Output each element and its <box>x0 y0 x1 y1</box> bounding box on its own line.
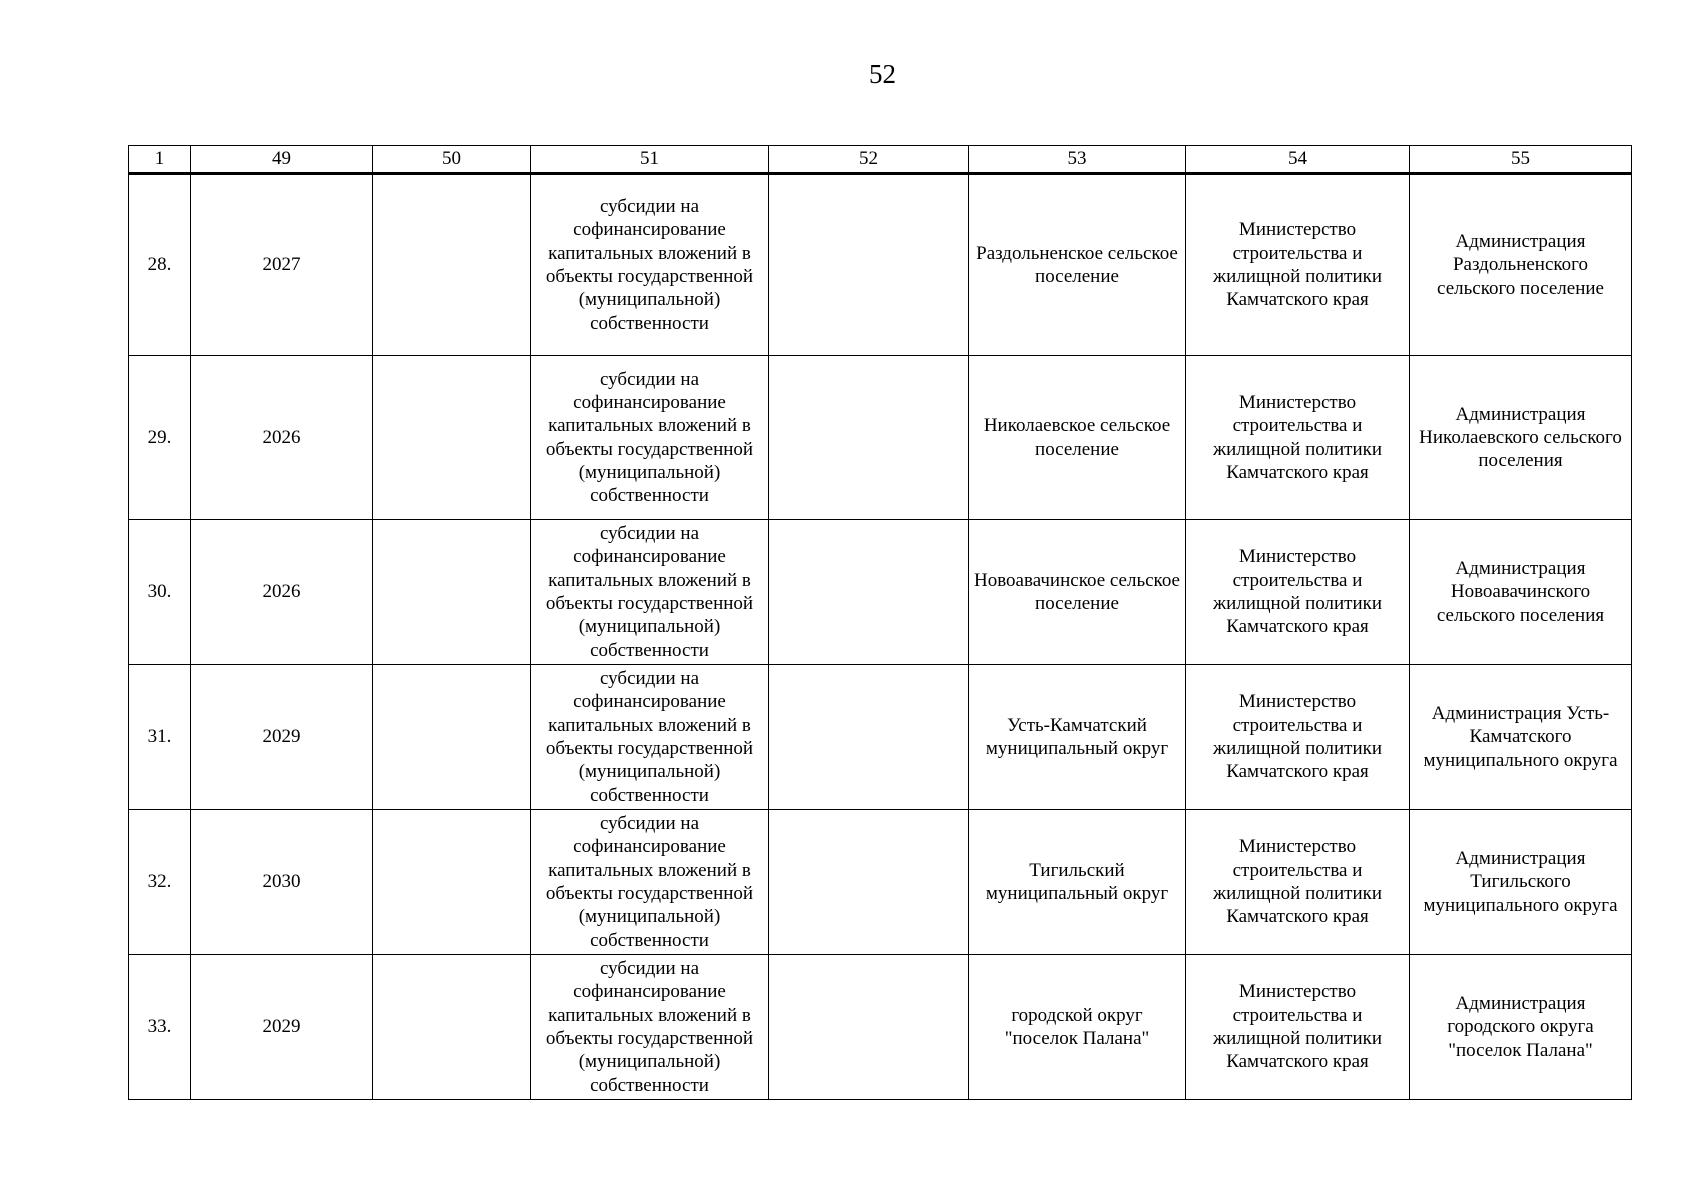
recipient-cell: Тигильский муниципальный округ <box>969 810 1186 955</box>
column-header: 50 <box>373 146 531 174</box>
ministry-cell: Министерство строительства и жилищной политики Камчатского края <box>1186 520 1410 665</box>
empty-cell <box>373 356 531 520</box>
administration-cell: Администрация Усть-Камчатского муниципального округа <box>1410 665 1632 810</box>
table-header <box>129 146 1632 174</box>
subsidy-type-cell: субсидии на софинансирование капитальных вложений в объекты государственной (муниципальной) собственности <box>531 174 769 356</box>
header-row <box>129 146 1632 174</box>
column-header: 53 <box>969 146 1186 174</box>
table-row <box>129 520 1632 665</box>
empty-cell <box>769 955 969 1100</box>
recipient-cell: Новоавачинское сельское поселение <box>969 520 1186 665</box>
year-cell: 2029 <box>191 955 373 1100</box>
data-table <box>128 145 1632 1100</box>
table-row <box>129 174 1632 356</box>
empty-cell <box>373 810 531 955</box>
ministry-cell: Министерство строительства и жилищной политики Камчатского края <box>1186 174 1410 356</box>
subsidy-type-cell: субсидии на софинансирование капитальных вложений в объекты государственной (муниципальной) собственности <box>531 520 769 665</box>
empty-cell <box>769 174 969 356</box>
empty-cell <box>373 174 531 356</box>
table-row <box>129 810 1632 955</box>
row-number-cell: 31. <box>129 665 191 810</box>
row-number-cell: 33. <box>129 955 191 1100</box>
page-number: 52 <box>869 59 896 89</box>
table-row <box>129 665 1632 810</box>
subsidy-type-cell: субсидии на софинансирование капитальных вложений в объекты государственной (муниципальной) собственности <box>531 810 769 955</box>
empty-cell <box>373 665 531 810</box>
subsidy-type-cell: субсидии на софинансирование капитальных вложений в объекты государственной (муниципальной) собственности <box>531 356 769 520</box>
empty-cell <box>769 356 969 520</box>
table-body <box>129 174 1632 1100</box>
year-cell: 2030 <box>191 810 373 955</box>
administration-cell: Администрация Николаевского сельского поселения <box>1410 356 1632 520</box>
empty-cell <box>769 810 969 955</box>
recipient-cell: Николаевское сельское поселение <box>969 356 1186 520</box>
column-header: 1 <box>129 146 191 174</box>
table-row <box>129 955 1632 1100</box>
column-header: 49 <box>191 146 373 174</box>
empty-cell <box>373 520 531 665</box>
row-number-cell: 30. <box>129 520 191 665</box>
column-header: 55 <box>1410 146 1632 174</box>
subsidy-type-cell: субсидии на софинансирование капитальных вложений в объекты государственной (муниципальной) собственности <box>531 665 769 810</box>
column-header: 54 <box>1186 146 1410 174</box>
table-row <box>129 356 1632 520</box>
empty-cell <box>769 665 969 810</box>
year-cell: 2029 <box>191 665 373 810</box>
empty-cell <box>373 955 531 1100</box>
ministry-cell: Министерство строительства и жилищной политики Камчатского края <box>1186 665 1410 810</box>
administration-cell: Администрация Новоавачинского сельского поселения <box>1410 520 1632 665</box>
column-header: 51 <box>531 146 769 174</box>
administration-cell: Администрация городского округа "поселок Палана" <box>1410 955 1632 1100</box>
empty-cell <box>769 520 969 665</box>
subsidy-type-cell: субсидии на софинансирование капитальных вложений в объекты государственной (муниципальной) собственности <box>531 955 769 1100</box>
row-number-cell: 32. <box>129 810 191 955</box>
administration-cell: Администрация Раздольненского сельского поселение <box>1410 174 1632 356</box>
row-number-cell: 28. <box>129 174 191 356</box>
year-cell: 2027 <box>191 174 373 356</box>
ministry-cell: Министерство строительства и жилищной политики Камчатского края <box>1186 356 1410 520</box>
row-number-cell: 29. <box>129 356 191 520</box>
recipient-cell: городской округ "поселок Палана" <box>969 955 1186 1100</box>
column-header: 52 <box>769 146 969 174</box>
recipient-cell: Усть-Камчатский муниципальный округ <box>969 665 1186 810</box>
recipient-cell: Раздольненское сельское поселение <box>969 174 1186 356</box>
administration-cell: Администрация Тигильского муниципального округа <box>1410 810 1632 955</box>
ministry-cell: Министерство строительства и жилищной политики Камчатского края <box>1186 810 1410 955</box>
ministry-cell: Министерство строительства и жилищной политики Камчатского края <box>1186 955 1410 1100</box>
year-cell: 2026 <box>191 520 373 665</box>
year-cell: 2026 <box>191 356 373 520</box>
